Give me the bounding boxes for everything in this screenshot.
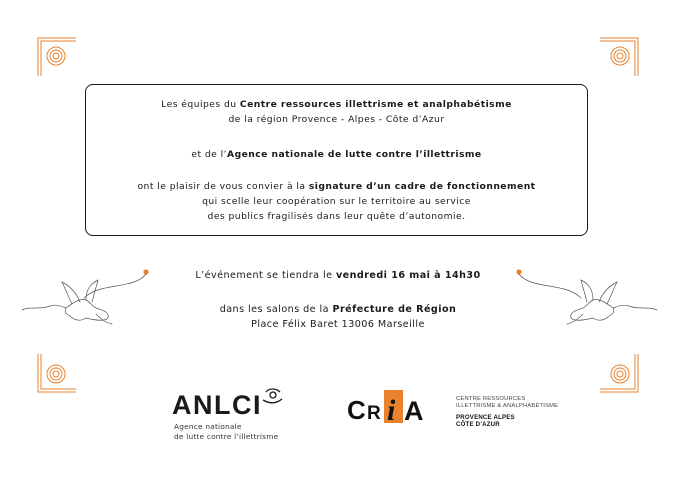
cria-text-line-4: CÔTE D’AZUR xyxy=(456,421,500,428)
invitation-line-3: et de l’Agence nationale de lutte contre l’illettrisme xyxy=(191,149,482,160)
corner-ornament-top-left-icon xyxy=(36,36,76,76)
cria-text-line-2: ILLETTRISME & ANALPHABÉTISME xyxy=(456,403,559,409)
invitation-line-5: qui scelle leur coopération sur le territoire au service xyxy=(202,196,471,207)
corner-ornament-bottom-right-icon xyxy=(600,354,640,394)
signature-phrase: signature d’un cadre de fonctionnement xyxy=(308,181,536,192)
anlci-subtitle-line-2: de lutte contre l’illettrisme xyxy=(174,432,279,441)
cria-name: Centre ressources illettrisme et analphabétisme xyxy=(239,99,512,110)
anlci-logo xyxy=(170,384,290,420)
event-place: dans les salons de la Préfecture de Région xyxy=(219,304,457,315)
cria-wordmark-r: R xyxy=(367,403,381,424)
anlci-wordmark: ANLCI xyxy=(172,390,262,420)
cria-text-line-3: PROVENCE ALPES xyxy=(456,414,515,421)
invitation-line-4: ont le plaisir de vous convier à la signature d’un cadre de fonctionnement xyxy=(137,181,536,192)
invitation-line-6: des publics fragilisés dans leur quête d’autonomie. xyxy=(207,211,466,222)
corner-ornament-bottom-left-icon xyxy=(36,354,76,394)
invitation-line-2: de la région Provence - Alpes - Côte d’Azur xyxy=(228,114,445,125)
anlci-subtitle-line-1: Agence nationale xyxy=(174,422,242,431)
invitation-line-1: Les équipes du Centre ressources illettrisme et analphabétisme xyxy=(161,99,512,110)
cria-wordmark-a: A xyxy=(404,396,424,424)
invitation-box xyxy=(85,84,588,236)
event-date-value: vendredi 16 mai à 14h30 xyxy=(335,270,481,281)
cria-wordmark-c: C xyxy=(347,395,366,424)
event-date: L’événement se tiendra le vendredi 16 mai à 14h30 xyxy=(195,270,481,281)
eye-icon xyxy=(263,389,282,403)
cria-text-line-1: CENTRE RESSOURCES xyxy=(456,396,526,402)
event-venue: Préfecture de Région xyxy=(332,304,457,315)
cria-logo xyxy=(346,390,442,424)
cria-wordmark-i: i xyxy=(387,394,396,424)
event-address: Place Félix Baret 13006 Marseille xyxy=(251,319,425,330)
anlci-name: Agence nationale de lutte contre l’illettrisme xyxy=(227,149,482,160)
corner-ornament-top-right-icon xyxy=(600,36,640,76)
